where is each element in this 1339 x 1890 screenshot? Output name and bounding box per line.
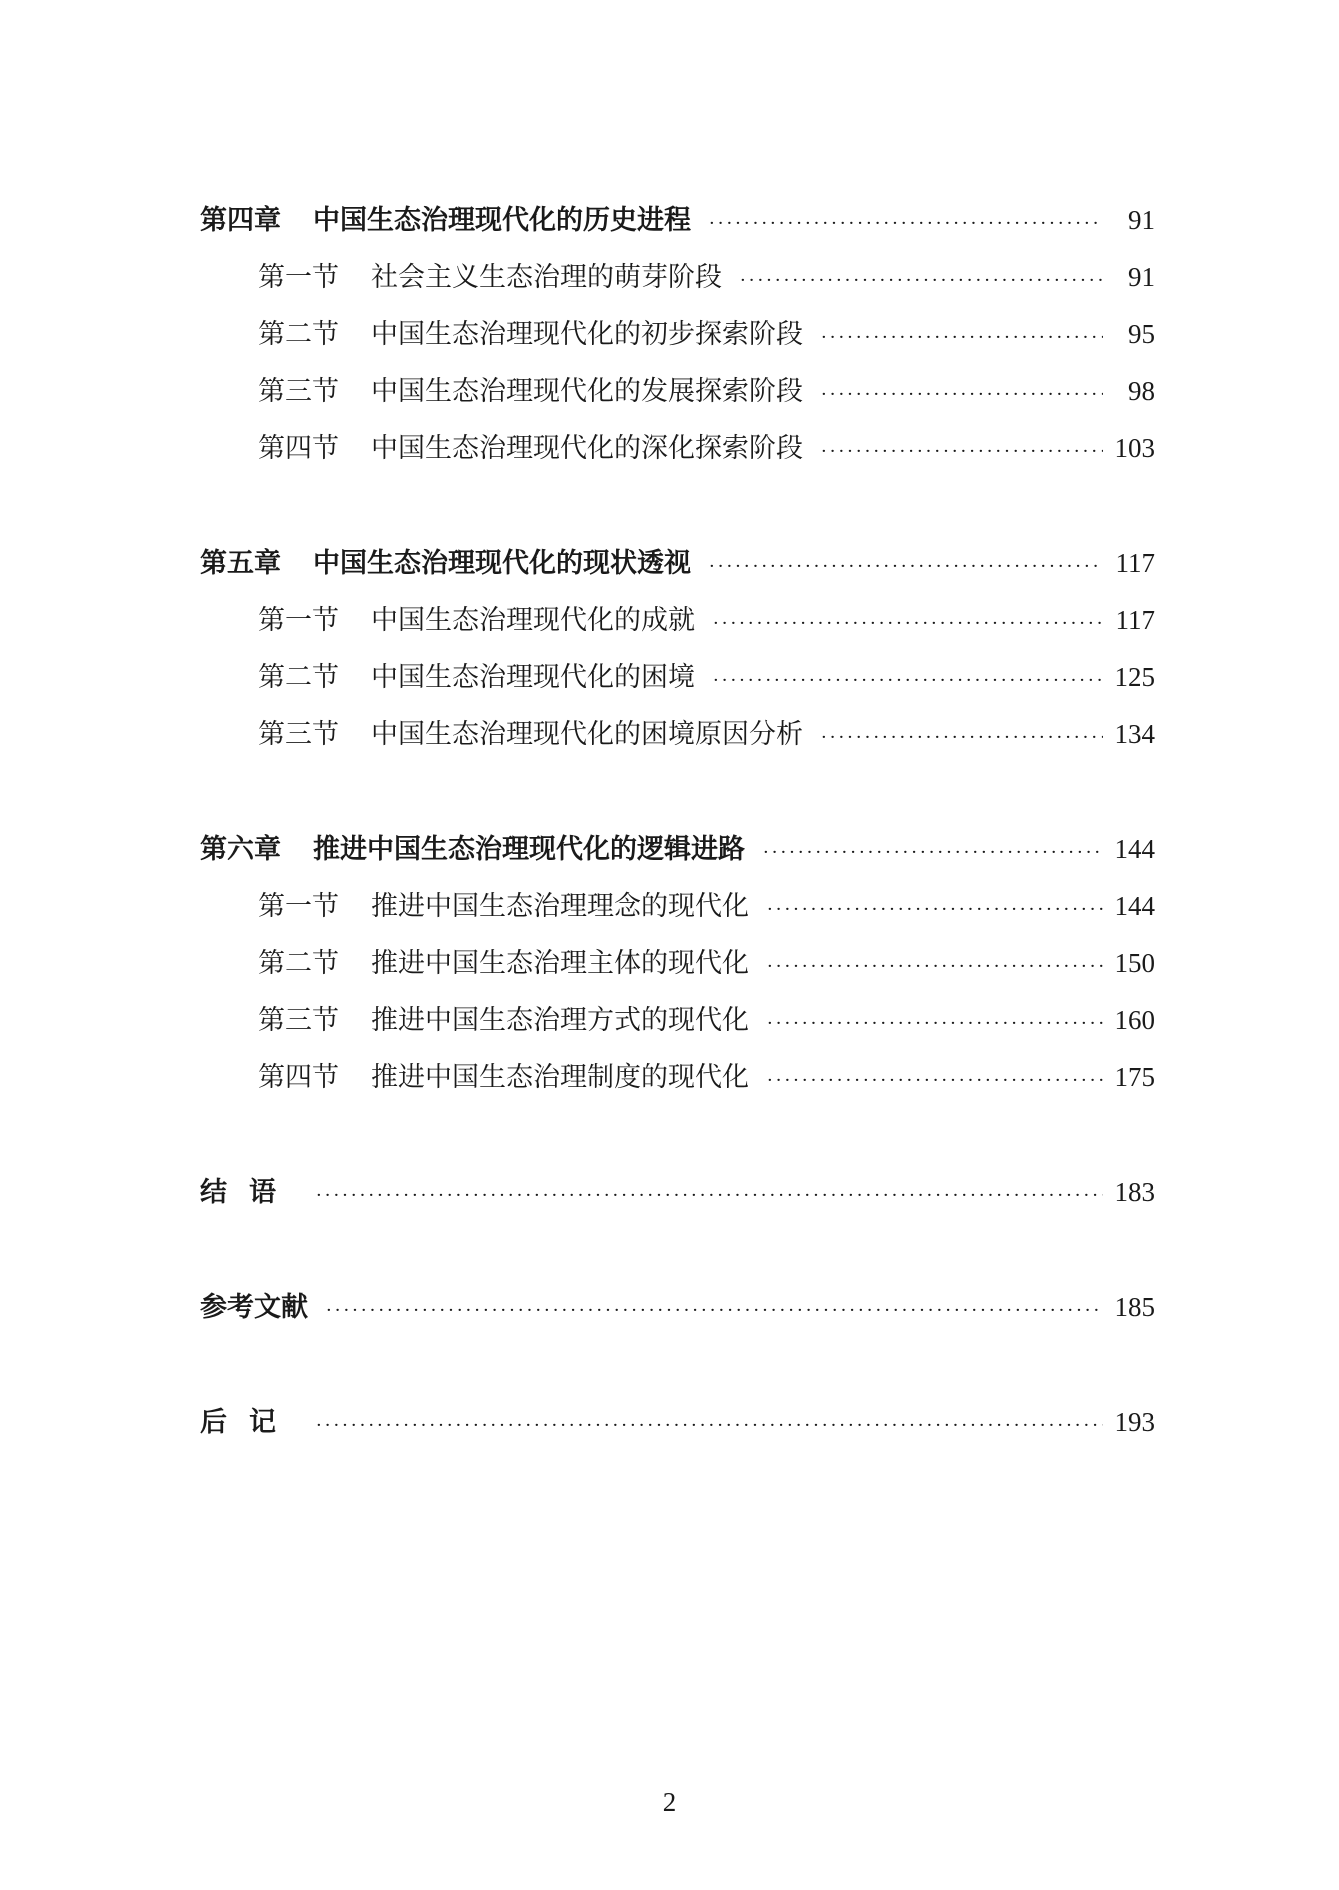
section-title: 中国生态治理现代化的困境原因分析 [371,719,803,750]
section-label: 第三节 [258,376,339,407]
toc-chapter-5[interactable] [200,535,1155,592]
dot-leader [821,366,1103,423]
toc-section[interactable] [200,306,1155,363]
section-title: 中国生态治理现代化的深化探索阶段 [371,433,803,464]
dot-leader [326,1282,1103,1339]
section-title: 推进中国生态治理方式的现代化 [371,1005,749,1036]
page-footer-number: 2 [662,1787,677,1817]
section-title: 推进中国生态治理制度的现代化 [371,1062,749,1093]
dot-leader [767,881,1103,938]
section-label: 第四节 [258,433,339,464]
section-label: 第一节 [258,262,339,293]
page-number: 185 [1114,1292,1155,1322]
page-number: 125 [1114,662,1155,692]
section-title: 中国生态治理现代化的困境 [371,662,695,693]
chapter-label: 第六章 [200,834,281,865]
conclusion-label: 结语 [200,1177,298,1208]
page-number: 144 [1114,834,1155,864]
page-number: 91 [1128,262,1155,292]
chapter-title: 中国生态治理现代化的历史进程 [313,205,691,236]
page-number: 175 [1114,1062,1155,1092]
dot-leader [316,1167,1103,1224]
section-title: 推进中国生态治理理念的现代化 [371,891,749,922]
toc-section[interactable] [200,935,1155,992]
toc-section[interactable] [200,363,1155,420]
page-number: 98 [1128,376,1155,406]
page-number: 95 [1128,319,1155,349]
spacer [200,477,1155,535]
dot-leader [316,1397,1103,1454]
spacer [200,1106,1155,1164]
dot-leader [713,652,1103,709]
spacer [200,1336,1155,1394]
dot-leader [767,995,1103,1052]
page-number: 134 [1114,719,1155,749]
toc-section[interactable] [200,992,1155,1049]
table-of-contents [200,192,1155,1451]
toc-conclusion[interactable] [200,1164,1155,1221]
toc-section[interactable] [200,706,1155,763]
toc-chapter-4[interactable] [200,192,1155,249]
section-label: 第一节 [258,891,339,922]
section-title: 推进中国生态治理主体的现代化 [371,948,749,979]
dot-leader [713,595,1103,652]
section-label: 第二节 [258,319,339,350]
dot-leader [763,824,1103,881]
page-number: 91 [1128,205,1155,235]
section-title: 中国生态治理现代化的初步探索阶段 [371,319,803,350]
dot-leader [709,538,1103,595]
chapter-label: 第四章 [200,205,281,236]
dot-leader [821,309,1103,366]
page-number: 193 [1114,1407,1155,1437]
section-title: 社会主义生态治理的萌芽阶段 [371,262,722,293]
toc-references[interactable] [200,1279,1155,1336]
toc-chapter-6[interactable] [200,821,1155,878]
section-label: 第二节 [258,948,339,979]
section-label: 第三节 [258,1005,339,1036]
toc-section[interactable] [200,649,1155,706]
toc-section[interactable] [200,878,1155,935]
toc-section[interactable] [200,1049,1155,1106]
page-number: 144 [1114,891,1155,921]
page-number: 150 [1114,948,1155,978]
dot-leader [709,195,1103,252]
dot-leader [767,938,1103,995]
toc-section[interactable] [200,420,1155,477]
spacer [200,763,1155,821]
toc-afterword[interactable] [200,1394,1155,1451]
section-label: 第三节 [258,719,339,750]
page-number: 183 [1114,1177,1155,1207]
page-number: 103 [1114,433,1155,463]
toc-section[interactable] [200,592,1155,649]
chapter-label: 第五章 [200,548,281,579]
dot-leader [821,709,1103,766]
section-title: 中国生态治理现代化的成就 [371,605,695,636]
section-label: 第四节 [258,1062,339,1093]
page-number: 117 [1115,605,1155,635]
page-number: 117 [1115,548,1155,578]
section-title: 中国生态治理现代化的发展探索阶段 [371,376,803,407]
chapter-title: 中国生态治理现代化的现状透视 [313,548,691,579]
dot-leader [767,1052,1103,1109]
dot-leader [821,423,1103,480]
spacer [200,1221,1155,1279]
toc-section[interactable] [200,249,1155,306]
chapter-title: 推进中国生态治理现代化的逻辑进路 [313,834,745,865]
section-label: 第二节 [258,662,339,693]
afterword-label: 后记 [200,1407,298,1438]
page-number: 160 [1114,1005,1155,1035]
references-label: 参考文献 [200,1292,308,1323]
section-label: 第一节 [258,605,339,636]
dot-leader [740,252,1103,309]
